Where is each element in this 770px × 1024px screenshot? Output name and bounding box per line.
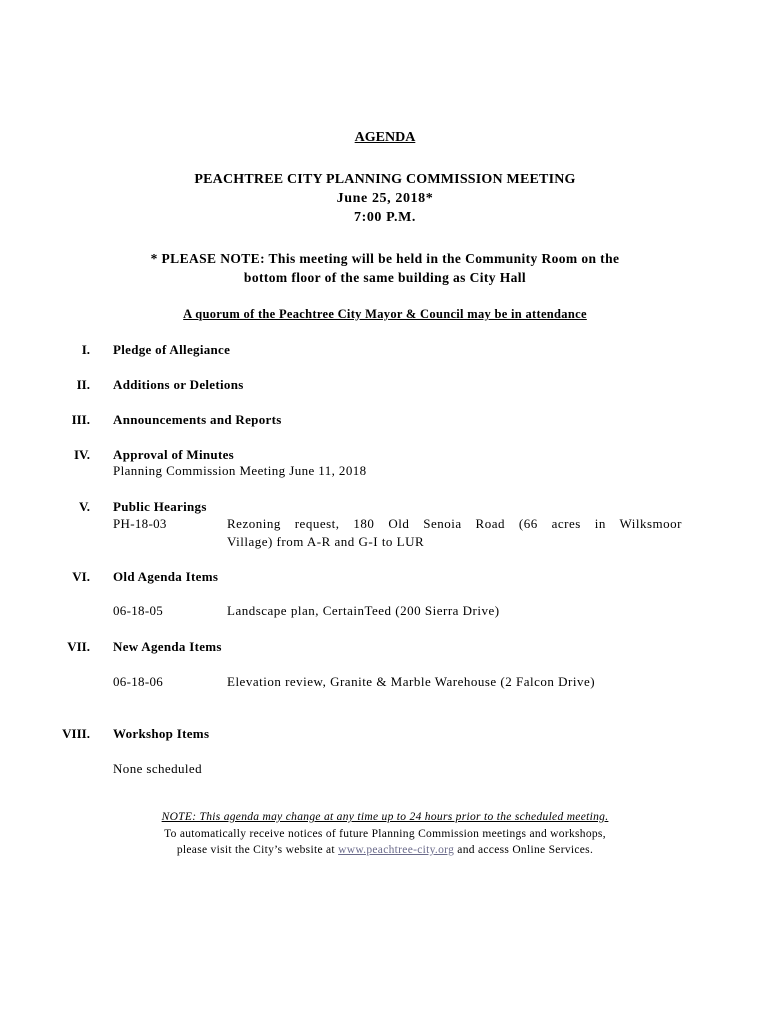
meeting-time: 7:00 P.M. <box>353 210 417 225</box>
footer-line3 <box>0 844 770 856</box>
item-title-pledge: Pledge of Allegiance <box>113 342 231 357</box>
item-number: V. <box>79 499 90 514</box>
item-title-public-hearings: Public Hearings <box>113 499 207 514</box>
item-detail-workshop: None scheduled <box>113 761 202 776</box>
item-title-workshop: Workshop Items <box>113 726 210 741</box>
quorum-notice: A quorum of the Peachtree City Mayor & Council may be in attendance <box>183 307 587 321</box>
location-note-line1: * PLEASE NOTE: This meeting will be held in the Community Room on the <box>150 251 620 266</box>
case-code: 06-18-06 <box>113 674 164 689</box>
meeting-name: PEACHTREE CITY PLANNING COMMISSION MEETING <box>194 172 576 187</box>
item-detail-minutes: Planning Commission Meeting June 11, 2018 <box>113 463 367 478</box>
agenda-title: AGENDA <box>354 130 416 145</box>
case-description: Elevation review, Granite & Marble Warehouse (2 Falcon Drive) <box>227 674 596 689</box>
item-number: I. <box>81 342 90 357</box>
city-website-link[interactable]: www.peachtree-city.org <box>338 844 455 856</box>
item-number: VIII. <box>62 726 90 741</box>
case-description-line1: Rezoning request, 180 Old Senoia Road (66 acres in Wilksmoor <box>227 516 682 531</box>
item-number: VI. <box>72 569 90 584</box>
item-title-announcements: Announcements and Reports <box>113 412 282 427</box>
item-number: II. <box>76 377 90 392</box>
item-title-new-agenda: New Agenda Items <box>113 639 222 654</box>
item-number: IV. <box>73 447 90 462</box>
location-note-line2: bottom floor of the same building as City Hall <box>243 270 527 285</box>
footer-line3-post: and access Online Services. <box>454 844 594 856</box>
footer-line2: To automatically receive notices of future Planning Commission meetings and workshops, <box>164 828 606 840</box>
footer-line3-pre: please visit the City’s website at <box>176 844 339 856</box>
item-number: III. <box>71 412 90 427</box>
meeting-date: June 25, 2018* <box>336 191 434 206</box>
case-description-line2: Village) from A-R and G-I to LUR <box>227 534 425 549</box>
footer-note: NOTE: This agenda may change at any time up to 24 hours prior to the scheduled meeting. <box>161 811 609 823</box>
case-description: Landscape plan, CertainTeed (200 Sierra Drive) <box>227 603 500 618</box>
case-code: PH-18-03 <box>113 516 167 531</box>
case-code: 06-18-05 <box>113 603 164 618</box>
item-title-additions: Additions or Deletions <box>113 377 244 392</box>
item-title-old-agenda: Old Agenda Items <box>113 569 219 584</box>
item-number: VII. <box>67 639 90 654</box>
item-title-minutes: Approval of Minutes <box>113 447 235 462</box>
